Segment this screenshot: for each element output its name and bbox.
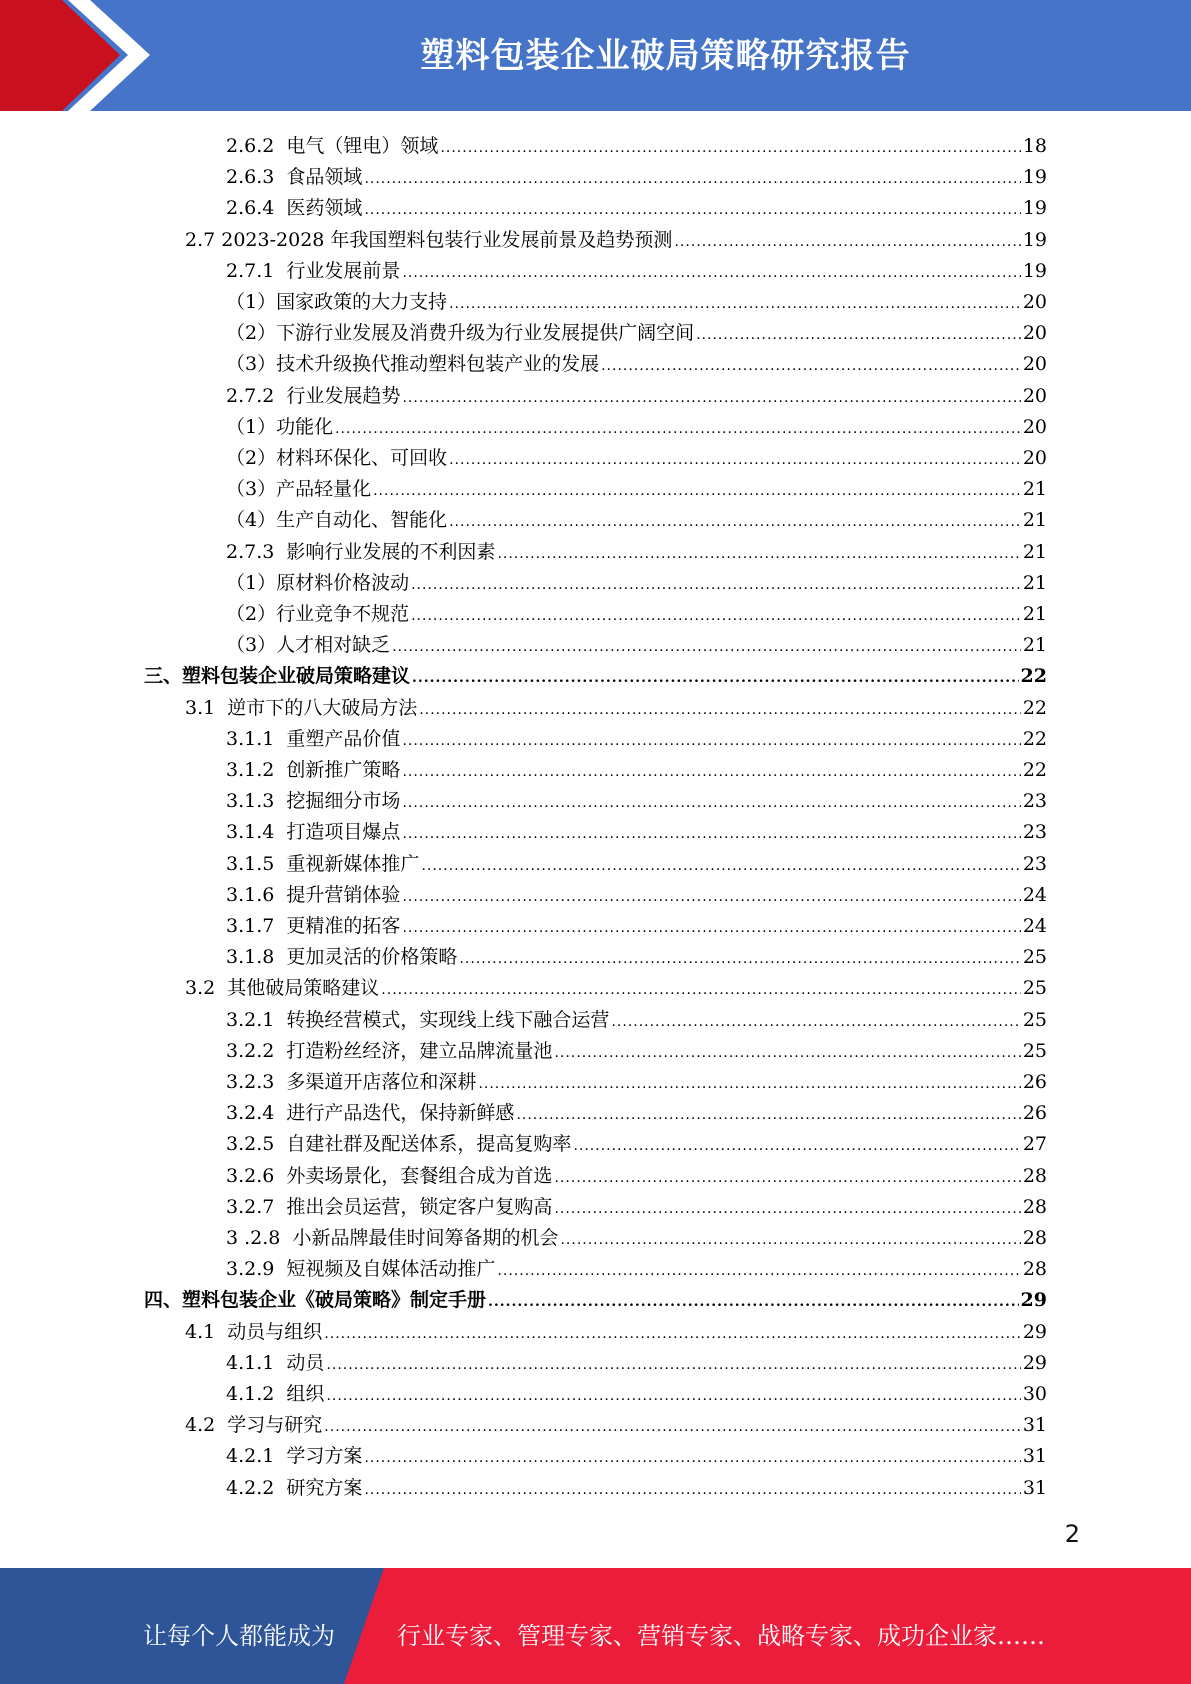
- toc-entry[interactable]: [226, 252, 1047, 283]
- toc-dot-leader: [419, 700, 1021, 720]
- toc-entry-title: 四、塑料包装企业《破局策略》制定手册: [144, 1289, 487, 1312]
- toc-entry-page: 22: [1022, 727, 1047, 750]
- toc-entry[interactable]: [226, 189, 1047, 220]
- toc-entry-page: 23: [1022, 852, 1047, 875]
- toc-entry[interactable]: [226, 1344, 1047, 1375]
- toc-entry[interactable]: [226, 501, 1047, 532]
- toc-dot-leader: [402, 388, 1020, 408]
- toc-dot-leader: [402, 263, 1020, 283]
- toc-entry-page: 25: [1022, 977, 1047, 1000]
- toc-entry-title: （4）生产自动化、智能化: [226, 509, 448, 532]
- toc-entry-page: 29: [1020, 1289, 1047, 1312]
- toc-entry[interactable]: [226, 595, 1047, 626]
- toc-dot-leader: [611, 1012, 1020, 1032]
- toc-dot-leader: [326, 1355, 1020, 1375]
- toc-entry-page: 28: [1022, 1164, 1047, 1187]
- toc-entry-title: 3.2.4 进行产品迭代，保持新鲜感: [226, 1102, 515, 1125]
- toc-dot-leader: [497, 544, 1020, 564]
- toc-entry-page: 23: [1022, 790, 1047, 813]
- page-header: [0, 0, 1191, 111]
- toc-entry[interactable]: [226, 938, 1047, 969]
- toc-entry-page: 21: [1022, 571, 1047, 594]
- toc-entry-page: 29: [1022, 1320, 1047, 1343]
- toc-entry-page: 31: [1022, 1476, 1047, 1499]
- toc-dot-leader: [488, 1292, 1019, 1312]
- footer-slogan-left: 让每个人都能成为: [143, 1622, 335, 1650]
- toc-entry-page: 20: [1022, 291, 1047, 313]
- toc-entry-title: 三、塑料包装企业破局策略建议: [144, 665, 411, 688]
- page-footer: [0, 1568, 1191, 1684]
- toc-entry-page: 18: [1022, 135, 1047, 157]
- toc-entry-page: 24: [1022, 883, 1047, 906]
- toc-entry-page: 30: [1022, 1383, 1047, 1405]
- toc-entry-page: 25: [1022, 946, 1047, 969]
- toc-dot-leader: [364, 200, 1020, 220]
- toc-dot-leader: [402, 793, 1020, 813]
- toc-entry-title: （1）原材料价格波动: [226, 571, 410, 594]
- toc-dot-leader: [412, 668, 1019, 688]
- toc-entry-title: 3 .2.8 小新品牌最佳时间筹备期的机会: [226, 1227, 559, 1249]
- toc-dot-leader: [324, 1417, 1021, 1437]
- toc-entry-title: （3）产品轻量化: [226, 478, 372, 501]
- toc-entry-title: 3.1.8 更加灵活的价格策略: [226, 946, 458, 969]
- toc-entry[interactable]: [226, 158, 1047, 189]
- toc-entry-title: 4.1.2 组织: [226, 1383, 325, 1405]
- toc-entry-page: 19: [1022, 166, 1047, 189]
- toc-entry-page: 20: [1022, 415, 1047, 438]
- toc-dot-leader: [449, 512, 1021, 532]
- toc-entry[interactable]: [226, 1063, 1047, 1094]
- toc-entry[interactable]: [226, 345, 1047, 376]
- toc-entry-title: 2.7.2 行业发展趋势: [226, 384, 401, 407]
- toc-entry[interactable]: [226, 283, 1047, 314]
- toc-entry-title: （3）技术升级换代推动塑料包装产业的发展: [226, 353, 600, 376]
- toc-entry-title: 3.2.6 外卖场景化，套餐组合成为首选: [226, 1164, 553, 1187]
- toc-dot-leader: [573, 1136, 1020, 1156]
- toc-dot-leader: [674, 232, 1020, 252]
- toc-entry-title: 4.2.1 学习方案: [226, 1445, 363, 1468]
- page-number: 2: [1064, 1520, 1080, 1548]
- toc-entry-title: 3.1.1 重塑产品价值: [226, 727, 401, 750]
- toc-entry[interactable]: [185, 221, 1047, 252]
- toc-entry-title: （1）功能化: [226, 415, 334, 438]
- toc-entry-title: 3.2 其他破局策略建议: [185, 977, 380, 1000]
- toc-entry-title: 2.7.1 行业发展前景: [226, 259, 401, 282]
- toc-entry[interactable]: [226, 377, 1047, 408]
- toc-dot-leader: [601, 356, 1021, 376]
- toc-entry-title: （3）人才相对缺乏: [226, 634, 391, 657]
- toc-entry-page: 22: [1022, 696, 1047, 719]
- toc-entry[interactable]: [226, 845, 1047, 876]
- toc-dot-leader: [449, 450, 1021, 470]
- toc-entry-title: （2）行业竞争不规范: [226, 603, 410, 625]
- toc-entry-page: 31: [1022, 1445, 1047, 1468]
- toc-dot-leader: [421, 856, 1020, 876]
- toc-entry[interactable]: [226, 813, 1047, 844]
- toc-entry[interactable]: [226, 751, 1047, 782]
- toc-entry-title: 3.2.7 推出会员运营，锁定客户复购高: [226, 1195, 553, 1218]
- toc-entry-page: 19: [1022, 259, 1047, 282]
- toc-entry[interactable]: [226, 439, 1047, 470]
- toc-dot-leader: [516, 1105, 1020, 1125]
- toc-entry-page: 26: [1022, 1071, 1047, 1093]
- toc-dot-leader: [554, 1168, 1020, 1188]
- toc-entry-page: 20: [1022, 322, 1047, 345]
- toc-entry-title: 3.1.6 提升营销体验: [226, 883, 401, 906]
- toc-entry[interactable]: [226, 408, 1047, 439]
- toc-entry-page: 21: [1022, 634, 1047, 657]
- toc-entry-title: 3.2.1 转换经营模式，实现线上线下融合运营: [226, 1008, 610, 1031]
- toc-entry-page: 19: [1022, 228, 1047, 251]
- toc-entry-page: 23: [1022, 821, 1047, 844]
- toc-dot-leader: [402, 918, 1020, 938]
- toc-entry-title: （2）下游行业发展及消费升级为行业发展提供广阔空间: [226, 322, 695, 345]
- toc-entry-page: 22: [1020, 665, 1047, 688]
- toc-entry-page: 25: [1022, 1039, 1047, 1062]
- toc-dot-leader: [402, 887, 1020, 907]
- toc-entry[interactable]: [185, 1313, 1047, 1344]
- toc-entry-page: 28: [1022, 1195, 1047, 1218]
- toc-dot-leader: [364, 1480, 1020, 1500]
- toc-entry-title: 4.1.1 动员: [226, 1351, 325, 1374]
- toc-entry[interactable]: [226, 1375, 1047, 1406]
- toc-entry[interactable]: [226, 314, 1047, 345]
- toc-dot-leader: [364, 1448, 1020, 1468]
- footer-slogan-right: 行业专家、管理专家、营销专家、战略专家、成功企业家……: [397, 1622, 1045, 1650]
- toc-entry[interactable]: [226, 1437, 1047, 1468]
- toc-entry[interactable]: [185, 689, 1047, 720]
- toc-dot-leader: [364, 169, 1020, 189]
- toc-entry-page: 29: [1022, 1351, 1047, 1374]
- toc-dot-leader: [326, 1386, 1020, 1406]
- toc-entry-title: （2）材料环保化、可回收: [226, 447, 448, 469]
- toc-dot-leader: [696, 325, 1021, 345]
- toc-entry[interactable]: [226, 907, 1047, 938]
- toc-entry[interactable]: [226, 1219, 1047, 1250]
- toc-dot-leader: [478, 1074, 1020, 1094]
- toc-entry[interactable]: [226, 1001, 1047, 1032]
- toc-entry-page: 21: [1022, 540, 1047, 563]
- toc-entry-page: 25: [1022, 1008, 1047, 1031]
- toc-entry-title: 3.2.2 打造粉丝经济，建立品牌流量池: [226, 1039, 553, 1062]
- toc-entry-page: 27: [1022, 1133, 1047, 1156]
- toc-entry-title: 2.7 2023-2028 年我国塑料包装行业发展前景及趋势预测: [185, 228, 673, 251]
- toc-entry-page: 20: [1022, 384, 1047, 407]
- toc-entry-page: 21: [1022, 603, 1047, 625]
- toc-dot-leader: [381, 980, 1021, 1000]
- toc-entry[interactable]: [144, 657, 1047, 688]
- toc-entry-title: 2.6.2 电气（锂电）领域: [226, 135, 439, 157]
- toc-entry[interactable]: [226, 1188, 1047, 1219]
- toc-dot-leader: [402, 731, 1020, 751]
- toc-entry-title: 2.6.3 食品领域: [226, 166, 363, 189]
- report-title: 塑料包装企业破局策略研究报告: [420, 36, 911, 76]
- toc-entry-page: 22: [1022, 759, 1047, 781]
- toc-entry-title: 2.6.4 医药领域: [226, 197, 363, 220]
- toc-dot-leader: [554, 1199, 1020, 1219]
- toc-entry[interactable]: [226, 1094, 1047, 1125]
- toc-entry-page: 31: [1022, 1414, 1047, 1437]
- toc-dot-leader: [392, 637, 1021, 657]
- toc-dot-leader: [335, 419, 1021, 439]
- toc-entry[interactable]: [226, 533, 1047, 564]
- toc-entry-title: 3.2.3 多渠道开店落位和深耕: [226, 1071, 477, 1093]
- toc-entry[interactable]: [185, 1406, 1047, 1437]
- toc-entry[interactable]: [226, 1469, 1047, 1500]
- toc-dot-leader: [440, 138, 1020, 158]
- toc-dot-leader: [373, 481, 1021, 501]
- toc-entry-page: 24: [1022, 915, 1047, 937]
- toc-entry[interactable]: [226, 1032, 1047, 1063]
- toc-dot-leader: [411, 606, 1021, 626]
- toc-entry-title: （1）国家政策的大力支持: [226, 291, 448, 313]
- toc-entry[interactable]: [144, 1281, 1047, 1312]
- toc-dot-leader: [411, 575, 1021, 595]
- toc-entry[interactable]: [226, 720, 1047, 751]
- toc-dot-leader: [402, 824, 1020, 844]
- toc-entry[interactable]: [226, 470, 1047, 501]
- toc-entry[interactable]: [185, 969, 1047, 1000]
- toc-entry-page: 19: [1022, 197, 1047, 220]
- toc-dot-leader: [497, 1261, 1020, 1281]
- toc-entry-page: 21: [1022, 509, 1047, 532]
- header-arrow-decoration: [0, 0, 160, 111]
- toc-entry-title: 4.1 动员与组织: [185, 1320, 323, 1343]
- toc-entry-title: 3.1.5 重视新媒体推广: [226, 852, 420, 875]
- toc-entry-title: 2.7.3 影响行业发展的不利因素: [226, 540, 496, 563]
- toc-entry-title: 3.1.2 创新推广策略: [226, 759, 401, 781]
- toc-entry-title: 3.2.9 短视频及自媒体活动推广: [226, 1258, 496, 1281]
- toc-dot-leader: [459, 949, 1020, 969]
- toc-entry[interactable]: [226, 1125, 1047, 1156]
- toc-entry[interactable]: [226, 876, 1047, 907]
- toc-dot-leader: [554, 1043, 1020, 1063]
- toc-entry[interactable]: [226, 1250, 1047, 1281]
- toc-entry-title: 3.1.3 挖掘细分市场: [226, 790, 401, 813]
- toc-dot-leader: [402, 762, 1020, 782]
- toc-entry-page: 20: [1022, 447, 1047, 469]
- toc-entry-page: 28: [1022, 1258, 1047, 1281]
- toc-entry-title: 3.1 逆市下的八大破局方法: [185, 696, 418, 719]
- toc-dot-leader: [449, 294, 1021, 314]
- toc-entry[interactable]: [226, 782, 1047, 813]
- toc-entry[interactable]: [226, 127, 1047, 158]
- toc-entry-title: 3.1.4 打造项目爆点: [226, 821, 401, 844]
- toc-entry-title: 3.2.5 自建社群及配送体系，提高复购率: [226, 1133, 572, 1156]
- toc-entry-title: 3.1.7 更精准的拓客: [226, 915, 401, 937]
- toc-entry-title: 4.2 学习与研究: [185, 1414, 323, 1437]
- toc-entry-page: 20: [1022, 353, 1047, 376]
- toc-entry-page: 26: [1022, 1102, 1047, 1125]
- toc-entry[interactable]: [226, 564, 1047, 595]
- toc-entry-page: 21: [1022, 478, 1047, 501]
- toc-dot-leader: [324, 1324, 1021, 1344]
- toc-entry-title: 4.2.2 研究方案: [226, 1476, 363, 1499]
- toc-dot-leader: [560, 1230, 1020, 1250]
- toc-entry[interactable]: [226, 626, 1047, 657]
- toc-entry-page: 28: [1022, 1227, 1047, 1249]
- toc-entry[interactable]: [226, 1157, 1047, 1188]
